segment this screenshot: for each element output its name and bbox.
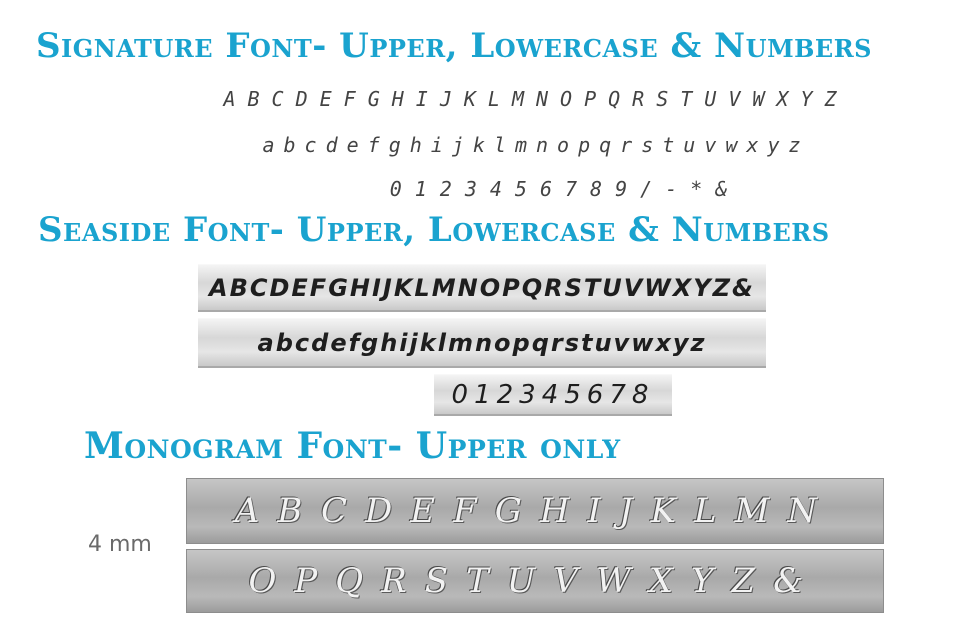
monogram-strip-2 <box>186 549 884 613</box>
signature-numbers-row: 0123456789/-*& <box>389 177 741 201</box>
monogram-font-heading: Monogram Font- Upper only <box>84 425 621 467</box>
signature-uppercase-row: ABCDEFGHIJKLMNOPQRSTUVWXYZ <box>223 87 849 111</box>
seaside-font-heading: Seaside Font- Upper, Lowercase & Numbers <box>38 210 830 250</box>
signature-lowercase-row: abcdefghijklmnopqrstuvwxyz <box>262 133 810 157</box>
monogram-row-1: ABCDEFGHIJKLMN <box>234 491 836 531</box>
signature-font-heading: Signature Font- Upper, Lowercase & Numbers <box>36 26 872 66</box>
seaside-lowercase-row: abcdefghijklmnopqrstuvwxyz <box>257 328 707 357</box>
seaside-lowercase-strip <box>198 318 766 368</box>
monogram-strip-1 <box>186 478 884 544</box>
size-label: 4 mm <box>88 532 152 557</box>
seaside-numbers-strip <box>434 374 672 416</box>
seaside-numbers-row: 012345678 <box>451 379 655 410</box>
seaside-uppercase-strip <box>198 264 766 312</box>
monogram-row-2: OPQRSTUVWXYZ& <box>248 561 822 601</box>
seaside-uppercase-row: ABCDEFGHIJKLMNOPQRSTUVWXYZ& <box>209 273 755 302</box>
